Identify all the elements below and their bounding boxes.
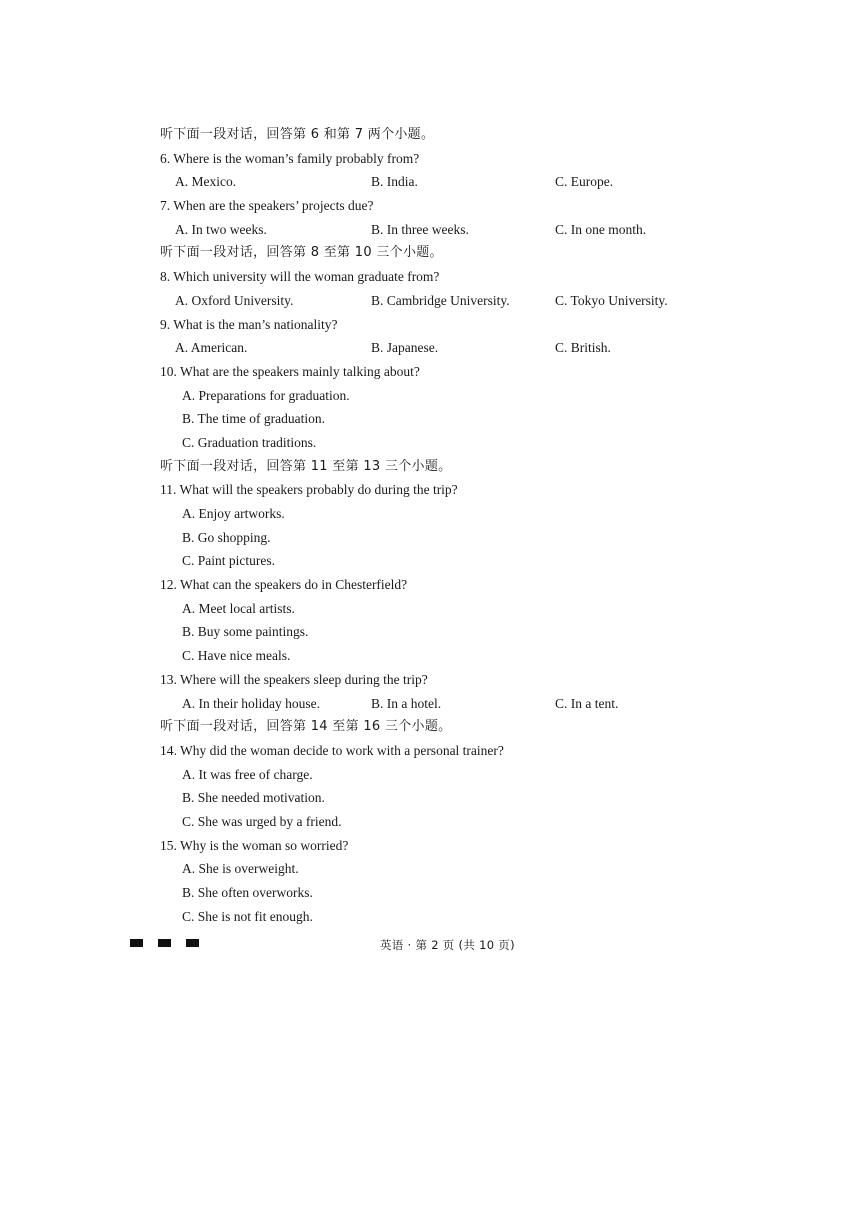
question-10-option-b: B. The time of graduation.	[182, 411, 325, 427]
section-instruction-11-13: 听下面一段对话，回答第 11 至第 13 三个小题。	[160, 458, 452, 474]
question-6-option-c: C. Europe.	[555, 174, 614, 190]
question-6-stem: 6. Where is the woman’s family probably from?	[160, 150, 420, 166]
question-14-option-c: C. She was urged by a friend.	[182, 813, 342, 829]
question-12-option-c: C. Have nice meals.	[182, 648, 291, 664]
question-15-option-b: B. She often overworks.	[182, 885, 313, 900]
question-9-stem: 9. What is the man’s nationality?	[160, 316, 338, 332]
question-7-option-c: C. In one month.	[555, 221, 647, 237]
question-6-options	[160, 170, 720, 194]
question-14-option-a: A. It was free of charge.	[182, 766, 313, 782]
question-13-option-b: B. In a hotel.	[371, 695, 442, 711]
question-6-option-a: A. Mexico.	[175, 174, 237, 190]
question-10-stem: 10. What are the speakers mainly talking about?	[160, 363, 420, 379]
footer-marker-2	[158, 939, 171, 947]
question-8-stem: 8. Which university will the woman graduate from?	[160, 269, 440, 285]
question-11-option-c: C. Paint pictures.	[182, 553, 275, 569]
question-15-option-a: A. She is overweight.	[182, 861, 299, 877]
question-13-stem: 13. Where will the speakers sleep during the trip?	[160, 671, 428, 687]
question-12-option-b: B. Buy some paintings.	[182, 624, 309, 640]
section-instruction-6-7: 听下面一段对话，回答第 6 和第 7 两个小题。	[160, 127, 435, 142]
question-11-stem: 11. What will the speakers probably do during the trip?	[160, 482, 458, 498]
question-7-options	[160, 218, 720, 242]
question-10-option-a: A. Preparations for graduation.	[182, 387, 350, 403]
listening-questions	[160, 123, 720, 928]
footer-marker-3	[186, 939, 199, 947]
question-13-options	[160, 692, 720, 716]
question-12-stem: 12. What can the speakers do in Chesterfield?	[160, 577, 408, 593]
question-9-option-b: B. Japanese.	[371, 340, 439, 356]
question-8-option-c: C. Tokyo University.	[555, 292, 668, 308]
page-number-label: 英语 · 第 2 页 (共 10 页)	[380, 938, 515, 952]
section-instruction-14-16: 听下面一段对话，回答第 14 至第 16 三个小题。	[160, 719, 452, 735]
question-8-option-a: A. Oxford University.	[175, 292, 294, 308]
question-7-stem: 7. When are the speakers’ projects due?	[160, 198, 374, 214]
question-14-option-b: B. She needed motivation.	[182, 790, 325, 806]
question-9-option-c: C. British.	[555, 340, 611, 356]
question-15-option-c: C. She is not fit enough.	[182, 908, 313, 924]
question-13-option-c: C. In a tent.	[555, 695, 619, 711]
page-footer	[0, 935, 868, 955]
question-6-option-b: B. India.	[371, 174, 418, 190]
question-11-option-a: A. Enjoy artworks.	[182, 506, 285, 521]
question-15-stem: 15. Why is the woman so worried?	[160, 837, 349, 853]
question-14-stem: 14. Why did the woman decide to work with a personal trainer?	[160, 742, 504, 758]
question-9-option-a: A. American.	[175, 340, 248, 356]
footer-marker-1	[130, 939, 143, 947]
section-instruction-8-10: 听下面一段对话，回答第 8 至第 10 三个小题。	[160, 245, 443, 261]
question-11-option-b: B. Go shopping.	[182, 529, 271, 545]
question-9-options	[160, 336, 720, 360]
question-7-option-a: A. In two weeks.	[175, 221, 267, 237]
question-8-options	[160, 289, 720, 313]
question-13-option-a: A. In their holiday house.	[182, 695, 320, 711]
question-7-option-b: B. In three weeks.	[371, 221, 469, 237]
question-8-option-b: B. Cambridge University.	[371, 292, 510, 308]
question-12-option-a: A. Meet local artists.	[182, 600, 295, 616]
question-10-option-c: C. Graduation traditions.	[182, 434, 317, 450]
